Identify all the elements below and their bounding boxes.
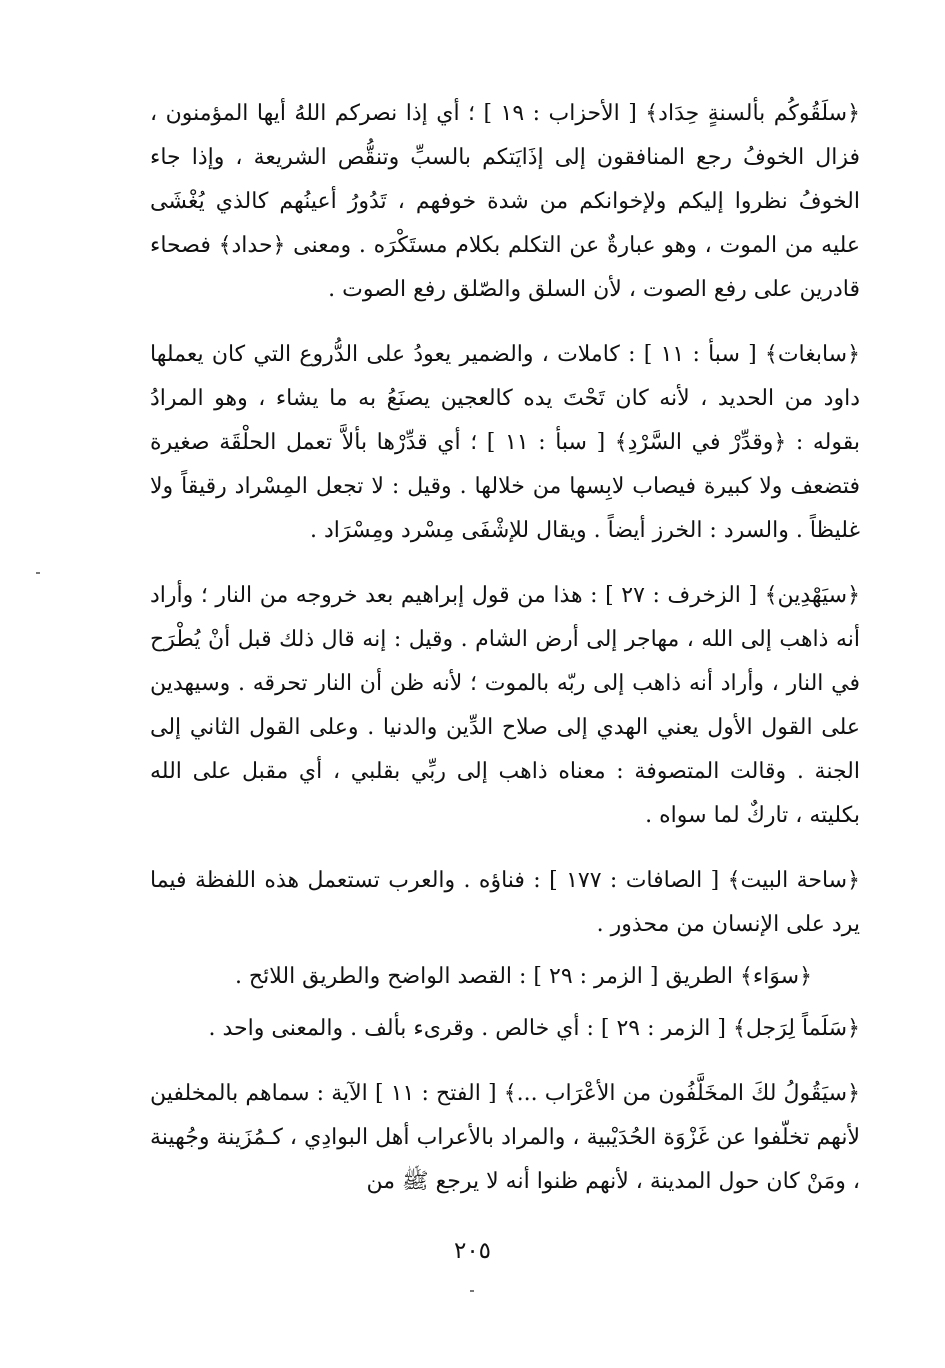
page-number: ٢٠٥ — [453, 1238, 492, 1264]
entry-sahat-albayt: ﴿ساحة البيت﴾ [ الصافات : ١٧٧ ] : فناؤه . والعرب تستعمل هذه اللفظة فيما يرد على الإنسان من محذور . — [150, 868, 860, 937]
page-body — [150, 92, 860, 1225]
entry-sabighat: ﴿سابغات﴾ [ سبأ : ١١ ] : كاملات ، والضمير يعودُ على الدُّروع التي كان يعملها داود من الحديد ، لأنه كان تَحْتَ يده كالعجين يصنَعُ به ما يشاء ، وهو المرادُ بقوله : ﴿وقدِّرْ في السَّرْدِ﴾ [ سبأ : ١١ ] ؛ أي قدِّرْها بألاَّ تعمل الحلْقَة صغيرة فتضعف ولا كبيرة فيصاب لابِسها من خلالها . وقيل : لا تجعل المِسْراد رقيقاً ولا غليظاً . والسرد : الخرز أيضاً . ويقال للإشْفَى مِسْرد ومِسْرَاد . — [150, 342, 860, 543]
entry-sayaqulu: ﴿سيَقُولُ لكَ المخَلَّفُون من الأعْرَاب ...﴾ [ الفتح : ١١ ] الآية : سماهم بالمخلفين لأنهم تخلّفوا عن غَزْوَة الحُدَيْبية ، والمراد بالأعراب أهل البوادِي ، كـمُزَينة وجُهينة ، ومَنْ كان حول المدينة ، لأنهم ظنوا أنه لا يرجع ﷺ من — [150, 1081, 860, 1194]
scan-speck — [36, 572, 40, 574]
entry-sayahdin: ﴿سيَهْدِين﴾ [ الزخرف : ٢٧ ] : هذا من قول إبراهيم بعد خروجه من النار ؛ وأراد أنه ذاهب إلى الله ، مهاجر إلى أرض الشام . وقيل : إنه قال ذلك قبل أنْ يُطْرَح في النار ، وأراد أنه ذاهب إلى ربّه بالموت ؛ لأنه ظن أن النار تحرقه . وسيهدين على القول الأول يعني الهدي إلى صلاح الدِّين والدنيا . وعلى القول الثاني إلى الجنة . وقالت المتصوفة : معناه ذاهب إلى ربِّي بقلبي ، أي مقبل على الله بكليته ، تاركٌ لما سواه . — [150, 583, 860, 828]
entry-sawa: ﴿سوَاء﴾ الطريق [ الزمر : ٢٩ ] : القصد الواضح والطريق اللائح . — [234, 964, 812, 989]
entry-salaqukum: ﴿سلَقُوكُم بألسنةٍ حِدَاد﴾ [ الأحزاب : ١٩ ] ؛ أي إذا نصركم اللهُ أيها المؤمنون ، فزال الخوفُ رجع المنافقون إلى إذَايَتكم بالسبِّ وتنقُّص الشريعة ، وإذا جاء الخوفُ نظروا إليكم ولإخوانكم من شدة خوفهم ، تَدُورُ أعينُهم كالذي يُغْشَى عليه من الموت ، وهو عبارةٌ عن التكلم بكلام مستَكْرَه . ومعنى ﴿حداد﴾ فصحاء قادرين على رفع الصوت ، لأن السلق والصّلق رفع الصوت . — [150, 101, 860, 302]
scan-speck — [470, 1290, 474, 1292]
entry-salaman: ﴿سَلَماً لِرَجل﴾ [ الزمر : ٢٩ ] : أي خالص . وقرىء بألف . والمعنى واحد . — [208, 1016, 860, 1041]
